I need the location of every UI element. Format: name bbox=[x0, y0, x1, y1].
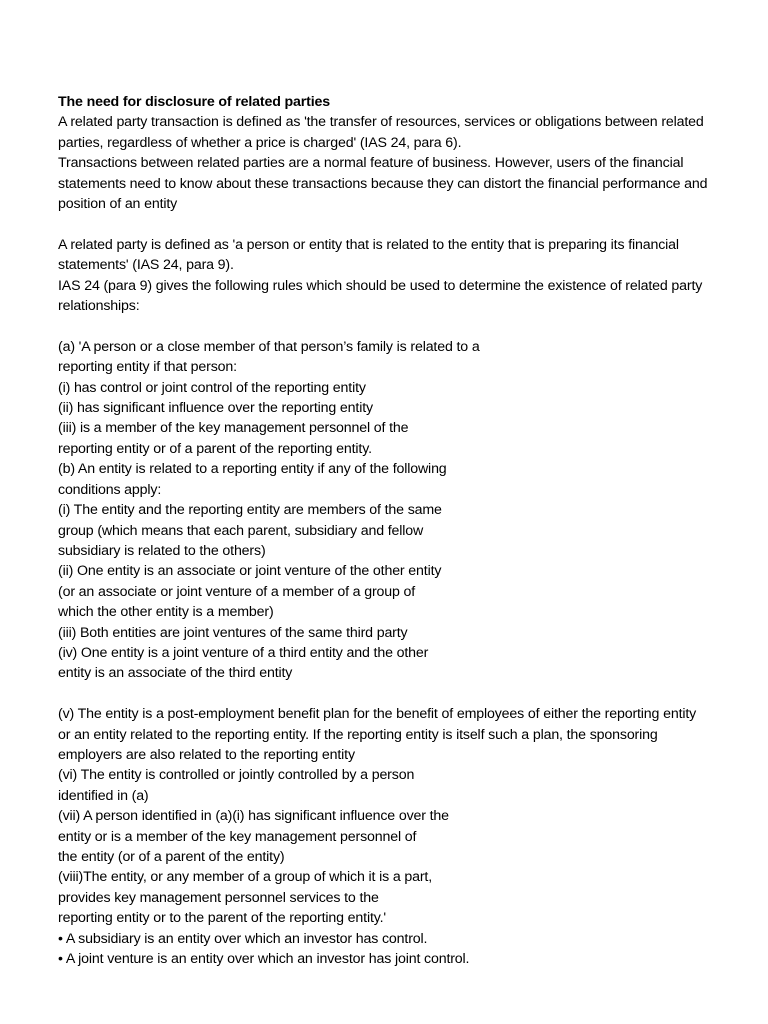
text-line: (vi) The entity is controlled or jointly controlled by a person bbox=[58, 767, 415, 784]
text-line: identified in (a) bbox=[58, 787, 149, 804]
text-line: (vii) A person identified in (a)(i) has significant influence over the bbox=[58, 808, 449, 825]
text-line: (iii) Both entities are joint ventures of the same third party bbox=[58, 624, 408, 641]
text-line: entity or is a member of the key management personnel of bbox=[58, 828, 417, 845]
text-line: employers are also related to the reporting entity bbox=[58, 746, 355, 763]
text-line: (iii) is a member of the key management personnel of the bbox=[58, 420, 409, 437]
bullet-item: • A joint venture is an entity over which an investor has joint control. bbox=[58, 951, 470, 968]
intro-paragraph bbox=[58, 112, 764, 214]
text-line: subsidiary is related to the others) bbox=[58, 542, 266, 559]
text-line: (i) The entity and the reporting entity are members of the same bbox=[58, 502, 442, 519]
text-line: (v) The entity is a post-employment benefit plan for the benefit of employees of either the reporting entity bbox=[58, 706, 697, 723]
paragraph-gap bbox=[58, 684, 764, 704]
text-line: the entity (or of a parent of the entity) bbox=[58, 848, 285, 865]
text-line: IAS 24 (para 9) gives the following rules which should be used to determine the existence of related party bbox=[58, 277, 703, 294]
rules-list bbox=[58, 337, 764, 684]
text-line: (ii) has significant influence over the reporting entity bbox=[58, 400, 373, 417]
text-line: parties, regardless of whether a price is charged' (IAS 24, para 6). bbox=[58, 134, 462, 151]
text-line: (ii) One entity is an associate or joint venture of the other entity bbox=[58, 563, 442, 580]
paragraph-gap bbox=[58, 316, 764, 336]
text-line: conditions apply: bbox=[58, 481, 162, 498]
text-line: (a) 'A person or a close member of that person’s family is related to a bbox=[58, 338, 480, 355]
text-line: reporting entity or to the parent of the reporting entity.' bbox=[58, 910, 386, 927]
paragraph-gap bbox=[58, 214, 764, 234]
document-page bbox=[58, 92, 764, 969]
text-line: or an entity related to the reporting entity. If the reporting entity is itself such a plan, the sponsoring bbox=[58, 726, 658, 743]
text-line: statements' (IAS 24, para 9). bbox=[58, 257, 234, 274]
text-line: which the other entity is a member) bbox=[58, 604, 274, 621]
text-line: statements need to know about these transactions because they can distort the financial performance and bbox=[58, 175, 708, 192]
text-line: (iv) One entity is a joint venture of a third entity and the other bbox=[58, 644, 429, 661]
definition-paragraph bbox=[58, 235, 764, 317]
text-line: provides key management personnel services to the bbox=[58, 889, 379, 906]
more-rules-list bbox=[58, 704, 764, 969]
section-heading: The need for disclosure of related parties bbox=[58, 94, 331, 110]
text-line: (viii)The entity, or any member of a group of which it is a part, bbox=[58, 869, 432, 886]
text-line: A related party is defined as 'a person or entity that is related to the entity that is preparing its financial bbox=[58, 236, 679, 253]
text-line: reporting entity if that person: bbox=[58, 359, 237, 376]
text-line: (i) has control or joint control of the reporting entity bbox=[58, 379, 366, 396]
text-line: A related party transaction is defined as 'the transfer of resources, services or obligations between related bbox=[58, 114, 704, 131]
text-line: Transactions between related parties are a normal feature of business. However, users of the financial bbox=[58, 155, 684, 172]
text-line: relationships: bbox=[58, 298, 140, 315]
text-line: reporting entity or of a parent of the reporting entity. bbox=[58, 440, 372, 457]
text-line: entity is an associate of the third entity bbox=[58, 665, 293, 682]
text-line: (or an associate or joint venture of a member of a group of bbox=[58, 583, 416, 600]
bullet-item: • A subsidiary is an entity over which an investor has control. bbox=[58, 930, 428, 947]
text-line: group (which means that each parent, subsidiary and fellow bbox=[58, 522, 424, 539]
text-line: position of an entity bbox=[58, 196, 178, 213]
text-line: (b) An entity is related to a reporting entity if any of the following bbox=[58, 461, 447, 478]
